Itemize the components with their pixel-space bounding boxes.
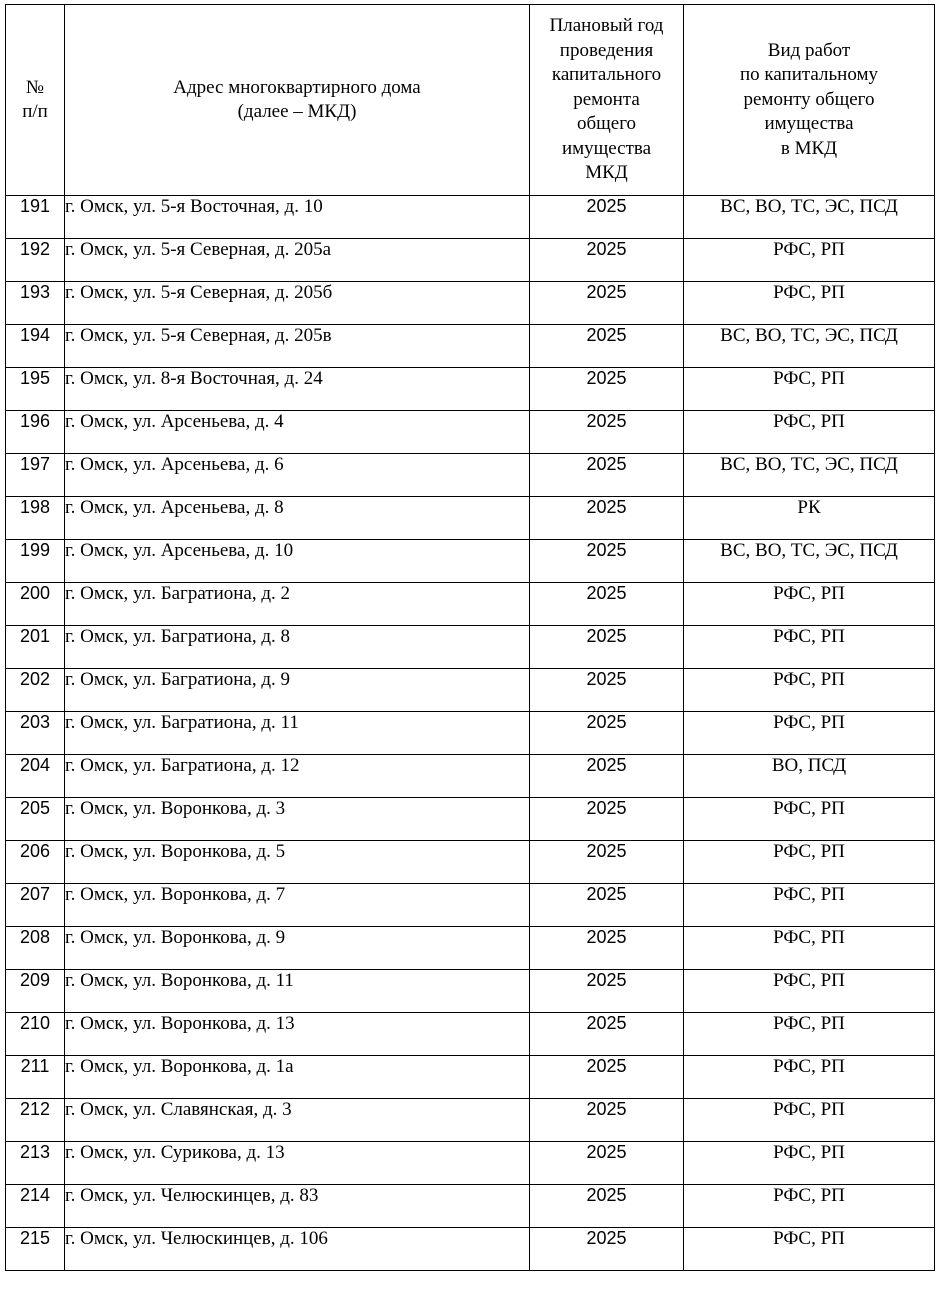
row-planned-year: 2025 [530,712,684,755]
table-row [6,325,935,368]
row-number: 194 [6,325,65,368]
header-address-line: Адрес многоквартирного дома [173,76,421,98]
table-row [6,1228,935,1271]
row-address: г. Омск, ул. 8-я Восточная, д. 24 [65,368,530,411]
row-planned-year: 2025 [530,1013,684,1056]
header-row [6,5,935,196]
header-year-line: ремонта [573,88,640,110]
row-address: г. Омск, ул. 5-я Восточная, д. 10 [65,196,530,239]
table-row [6,411,935,454]
header-work-type [684,5,935,196]
row-planned-year: 2025 [530,1228,684,1271]
row-number: 209 [6,970,65,1013]
row-number: 214 [6,1185,65,1228]
row-work-type: ВО, ПСД [684,755,935,798]
row-planned-year: 2025 [530,454,684,497]
row-work-type: ВС, ВО, ТС, ЭС, ПСД [684,196,935,239]
row-work-type: РФС, РП [684,1056,935,1099]
row-work-type: РФС, РП [684,884,935,927]
table-body [6,196,935,1271]
row-number: 208 [6,927,65,970]
table-row [6,497,935,540]
table-row [6,1099,935,1142]
row-work-type: РФС, РП [684,1185,935,1228]
row-address: г. Омск, ул. Арсеньева, д. 10 [65,540,530,583]
row-address: г. Омск, ул. Сурикова, д. 13 [65,1142,530,1185]
header-work-line: ремонту общего [743,88,875,110]
row-planned-year: 2025 [530,325,684,368]
row-work-type: ВС, ВО, ТС, ЭС, ПСД [684,454,935,497]
row-number: 207 [6,884,65,927]
row-planned-year: 2025 [530,626,684,669]
row-planned-year: 2025 [530,1099,684,1142]
row-work-type: РФС, РП [684,841,935,884]
row-address: г. Омск, ул. Воронкова, д. 5 [65,841,530,884]
row-planned-year: 2025 [530,884,684,927]
row-work-type: РФС, РП [684,927,935,970]
row-number: 215 [6,1228,65,1271]
row-planned-year: 2025 [530,1056,684,1099]
row-planned-year: 2025 [530,1142,684,1185]
row-work-type: РФС, РП [684,712,935,755]
capital-repair-table [5,4,935,1271]
row-planned-year: 2025 [530,669,684,712]
row-work-type: ВС, ВО, ТС, ЭС, ПСД [684,540,935,583]
row-number: 206 [6,841,65,884]
row-address: г. Омск, ул. Багратиона, д. 9 [65,669,530,712]
row-address: г. Омск, ул. Воронкова, д. 11 [65,970,530,1013]
header-work-line: имущества [764,113,854,135]
table-row [6,841,935,884]
row-number: 191 [6,196,65,239]
row-planned-year: 2025 [530,927,684,970]
row-number: 200 [6,583,65,626]
table-row [6,368,935,411]
header-year-line: общего [576,113,637,135]
row-address: г. Омск, ул. 5-я Северная, д. 205в [65,325,530,368]
row-work-type: РК [684,497,935,540]
row-number: 197 [6,454,65,497]
header-number-line: п/п [22,101,48,122]
header-year-line: МКД [585,162,628,184]
row-work-type: РФС, РП [684,411,935,454]
row-number: 212 [6,1099,65,1142]
header-year-line: имущества [561,137,652,159]
row-work-type: РФС, РП [684,798,935,841]
row-number: 192 [6,239,65,282]
row-planned-year: 2025 [530,841,684,884]
row-planned-year: 2025 [530,1185,684,1228]
row-work-type: ВС, ВО, ТС, ЭС, ПСД [684,325,935,368]
row-number: 195 [6,368,65,411]
table-row [6,282,935,325]
row-address: г. Омск, ул. Челюскинцев, д. 106 [65,1228,530,1271]
row-work-type: РФС, РП [684,282,935,325]
row-planned-year: 2025 [530,368,684,411]
row-work-type: РФС, РП [684,1013,935,1056]
row-planned-year: 2025 [530,540,684,583]
table-row [6,583,935,626]
header-address-line: (далее – МКД) [237,101,357,122]
table-row [6,755,935,798]
table-row [6,1142,935,1185]
row-address: г. Омск, ул. Воронкова, д. 13 [65,1013,530,1056]
header-number [6,5,65,196]
row-number: 202 [6,669,65,712]
row-planned-year: 2025 [530,239,684,282]
row-address: г. Омск, ул. Багратиона, д. 11 [65,712,530,755]
row-number: 198 [6,497,65,540]
row-number: 205 [6,798,65,841]
table-row [6,884,935,927]
row-address: г. Омск, ул. Арсеньева, д. 8 [65,497,530,540]
row-work-type: РФС, РП [684,239,935,282]
row-planned-year: 2025 [530,497,684,540]
row-work-type: РФС, РП [684,368,935,411]
header-work-line: Вид работ [767,39,851,61]
row-planned-year: 2025 [530,798,684,841]
row-address: г. Омск, ул. Арсеньева, д. 4 [65,411,530,454]
row-work-type: РФС, РП [684,1142,935,1185]
row-number: 203 [6,712,65,755]
row-address: г. Омск, ул. Воронкова, д. 7 [65,884,530,927]
table-row [6,196,935,239]
header-number-line: № [25,76,45,98]
header-year-line: Плановый год [549,15,664,37]
row-planned-year: 2025 [530,970,684,1013]
table-row [6,540,935,583]
header-year-line: проведения [559,39,654,61]
row-address: г. Омск, ул. Славянская, д. 3 [65,1099,530,1142]
row-address: г. Омск, ул. Воронкова, д. 3 [65,798,530,841]
table-row [6,626,935,669]
row-number: 201 [6,626,65,669]
table-row [6,927,935,970]
row-work-type: РФС, РП [684,626,935,669]
row-planned-year: 2025 [530,282,684,325]
header-address [65,5,530,196]
header-work-line: в МКД [780,137,838,159]
row-number: 199 [6,540,65,583]
header-planned-year [530,5,684,196]
row-work-type: РФС, РП [684,583,935,626]
row-number: 211 [6,1056,65,1099]
table-row [6,712,935,755]
row-number: 193 [6,282,65,325]
row-work-type: РФС, РП [684,1099,935,1142]
row-planned-year: 2025 [530,411,684,454]
row-work-type: РФС, РП [684,1228,935,1271]
row-work-type: РФС, РП [684,669,935,712]
table-row [6,798,935,841]
header-year-line: капитального [551,64,662,86]
row-planned-year: 2025 [530,755,684,798]
table-row [6,669,935,712]
table-row [6,970,935,1013]
table-row [6,1056,935,1099]
row-address: г. Омск, ул. Челюскинцев, д. 83 [65,1185,530,1228]
row-address: г. Омск, ул. Воронкова, д. 1а [65,1056,530,1099]
row-address: г. Омск, ул. Арсеньева, д. 6 [65,454,530,497]
row-address: г. Омск, ул. Багратиона, д. 2 [65,583,530,626]
row-address: г. Омск, ул. Багратиона, д. 8 [65,626,530,669]
row-address: г. Омск, ул. Воронкова, д. 9 [65,927,530,970]
row-number: 210 [6,1013,65,1056]
row-planned-year: 2025 [530,196,684,239]
row-number: 196 [6,411,65,454]
row-number: 204 [6,755,65,798]
table-row [6,1185,935,1228]
row-address: г. Омск, ул. Багратиона, д. 12 [65,755,530,798]
table-row [6,454,935,497]
table-row [6,239,935,282]
table-row [6,1013,935,1056]
row-address: г. Омск, ул. 5-я Северная, д. 205б [65,282,530,325]
row-planned-year: 2025 [530,583,684,626]
row-work-type: РФС, РП [684,970,935,1013]
row-address: г. Омск, ул. 5-я Северная, д. 205а [65,239,530,282]
header-work-line: по капитальному [740,64,878,86]
row-number: 213 [6,1142,65,1185]
